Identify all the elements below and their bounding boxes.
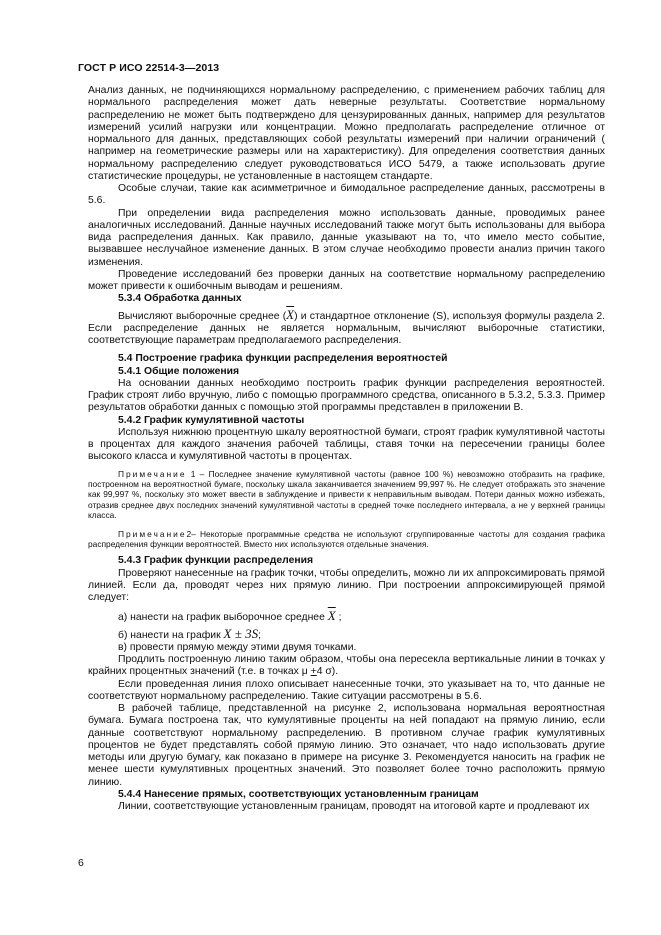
section-heading-5-4-4: 5.4.4 Нанесение прямых, соответствующих установленным границам (118, 788, 479, 800)
section-heading-5-4-2: 5.4.2 График кумулятивной частоты (118, 414, 305, 426)
paragraph: Проверяют нанесенные на график точки, чтобы определить, можно ли их аппроксимировать прямой линией. Если да, проводят через них прямую линию. При построении аппроксимирующей прямой следует: (88, 567, 605, 604)
formula-semicolon: ; (338, 612, 342, 624)
plus-minus-sign: + (310, 666, 317, 678)
list-item-b (118, 625, 605, 642)
text-run: а) нанести на график выборочное среднее (118, 612, 328, 624)
text-run: б) нанести на график (118, 629, 224, 641)
text-run: ) и стандартное отклонение (S), используя формулы раздела 2. Если распределение данных не является нормальным, вычисляют выборочные статистики, соответствующие параметрам предполагаемого распределения. (88, 310, 605, 346)
section-heading-5-4: 5.4 Построение графика функции распределения вероятностей (118, 353, 448, 365)
note-2 (88, 529, 605, 550)
paragraph: При определении вида распределения можно использовать данные, проводимых ранее аналогичных исследований. Данные научных исследований также могут быть использованы для выбора вида распределения данных. Как правило, данные указывают на то, что имело место событие, вызвавшее неслучайное изменение данных. В этом случае необходимо провести анализ причин такого изменения. (88, 207, 605, 268)
paragraph: Особые случаи, такие как асимметричное и бимодальное распределение данных, рассмотрены в 5.6. (88, 183, 605, 207)
paragraph: Используя нижнюю процентную шкалу вероятностной бумаги, строят график кумулятивной частоты в процентах для каждого значения рабочей таблицы, ставя точки на пересечении границы более высокого класса и кумулятивной частоты в процентах. (88, 426, 605, 463)
paragraph (88, 306, 605, 348)
note-text: 2– Некоторые программные средства не используют сгруппированные частоты для создания графика распределения функции вероятностей. Вместо них используются отдельные значения. (88, 528, 605, 549)
paragraph: Анализ данных, не подчиняющихся нормальному распределению, с применением рабочих таблиц для нормального распределения может дать неверные результаты. Соответствие нормальному распределению не может быть подтверждено для цензурированных данных, например для результатов измерений усилий нагрузки или концентрации. Можно предполагать распределение отличное от нормального для данных, представляющих собой результаты измерений при наличии ограничений ( например на геометрические размеры или на характеристику). Для определения соответствия данных нормальному распределению следует руководствоваться ИСО 5479, а также использовать другие статистические процедуры, не установленные в настоящем стандарте. (88, 85, 605, 182)
formula-xbar: $\overline{X}$ (327, 608, 336, 624)
text-run: 4 σ). (316, 666, 339, 678)
formula-semicolon: ; (258, 629, 261, 641)
note-label: Примечание (118, 528, 187, 539)
section-heading-5-4-1: 5.4.1 Общие положения (118, 365, 240, 377)
note-1 (88, 469, 605, 521)
paragraph: Проведение исследований без проверки данных на соответствие нормальному распределению может привести к ошибочным выводам и решениям. (88, 268, 605, 292)
section-heading-5-3-4: 5.3.4 Обработка данных (118, 293, 242, 305)
formula-xbar: $\overline{X}$ (286, 306, 295, 322)
note-label: Примечание (118, 468, 187, 479)
list-item-a (118, 610, 605, 624)
text-run: Продлить построенную линию таким образом, чтобы она пересекла вертикальные линии в точках у крайних процентных значений (т.е. в точках μ (88, 654, 605, 678)
section-heading-5-4-3: 5.4.3 График функции распределения (118, 555, 314, 567)
paragraph: Если проведенная линия плохо описывает нанесенные точки, это указывает на то, что данные не соответствуют нормальному распределению. Такие ситуации рассмотрены в 5.6. (88, 678, 605, 702)
document-body (88, 85, 605, 813)
paragraph: В рабочей таблице, представленной на рисунке 2, использована нормальная вероятностная бумага. Бумага построена так, что кумулятивные проценты на ней попадают на прямую линию, если данные соответствуют нормальному распределению. В противном случае график кумулятивных процентов не будет представлять собой прямую линию. Это означает, что надо использовать другие методы или другую бумагу, как показано в примере на рисунке 3. Рекомендуется наносить на график не менее шести кумулятивных процентных значений. Это позволяет более точно расположить прямую линию. (88, 703, 605, 788)
formula-xbar-pm-3s: X ± 3S (223, 625, 259, 641)
paragraph: На основании данных необходимо построить график функции распределения вероятностей. График строят либо вручную, либо с помощью программного средства, описанного в 5.3.2, 5.3.3. Пример результатов обработки данных с помощью этой программы представлен в приложении В. (88, 377, 605, 414)
page-number: 6 (78, 857, 84, 869)
list-item-c: в) провести прямую между этими двумя точками. (118, 641, 357, 653)
text-run: Вычисляют выборочные среднее ( (118, 310, 287, 322)
document-header: ГОСТ Р ИСО 22514-3—2013 (78, 62, 220, 74)
paragraph: Линии, соответствующие установленным границам, проводят на итоговой карте и продлевают их (118, 801, 590, 813)
paragraph (88, 654, 605, 679)
note-text: 1 – Последнее значение кумулятивной частоты (равное 100 %) невозможно отобразить на графике, построенном на вероятностной бумаге, поскольку шкала заканчивается значением 99,997 %. Не следует отображать это значение как 99,997 %, поскольку это может ввести в заблуждение и привести к неправильным выводам. Потери данных можно избежать, отразив среднее двух последних значений кумулятивной частоты в средней точке последнего интервала, а не у верхней границы класса. (88, 468, 605, 521)
